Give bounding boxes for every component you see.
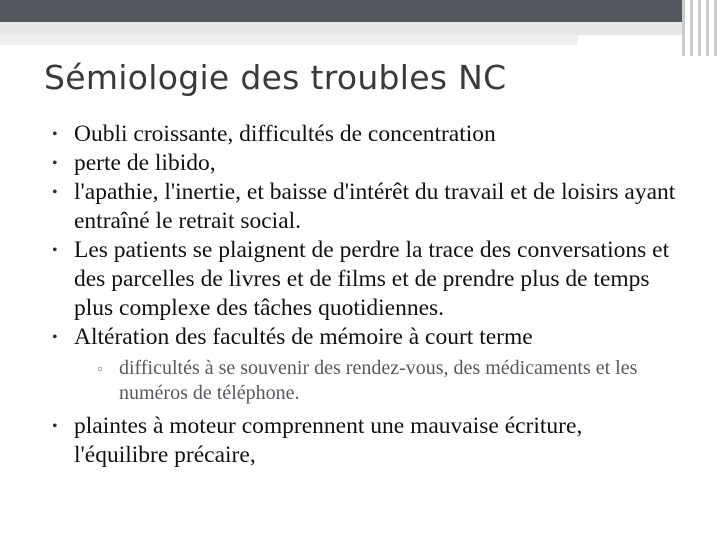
bullet-text: Altération des facultés de mémoire à court terme xyxy=(74,324,533,350)
bullet-text: Les patients se plaignent de perdre la trace des conversations et des parcelles de livres et de films et de prendre plus de temps plus complexe des tâches quotidiennes. xyxy=(74,237,670,321)
header-bar-underline xyxy=(0,35,578,45)
header-stripes xyxy=(682,0,720,56)
bullet-item xyxy=(52,412,682,470)
bullet-text: Oubli croissante, difficultés de concentration xyxy=(74,121,496,147)
bullet-icon: • xyxy=(52,242,58,259)
bullet-item xyxy=(52,323,682,406)
bullet-icon: • xyxy=(52,329,58,346)
bullet-list xyxy=(52,120,682,470)
bullet-icon: • xyxy=(52,184,58,201)
bullet-item xyxy=(52,120,682,149)
bullet-text: plaintes à moteur comprennent une mauvaise écriture, l'équilibre précaire, xyxy=(74,413,583,468)
bullet-item xyxy=(52,236,682,323)
sub-bullet-text: difficultés à se souvenir des rendez-vous, des médicaments et les numéros de téléphone. xyxy=(119,357,638,404)
bullet-icon: • xyxy=(52,155,58,172)
header-bar-light xyxy=(0,22,698,35)
bullet-item xyxy=(52,149,682,178)
bullet-item xyxy=(52,178,682,236)
sub-bullet-list xyxy=(74,356,682,406)
header-bar-dark xyxy=(0,0,698,22)
sub-bullet-item xyxy=(74,356,682,406)
bullet-text: perte de libido, xyxy=(74,150,216,176)
slide-title: Sémiologie des troubles NC xyxy=(44,58,507,97)
bullet-icon: • xyxy=(52,418,58,435)
bullet-icon: • xyxy=(52,126,58,143)
bullet-text: l'apathie, l'inertie, et baisse d'intérêt du travail et de loisirs ayant entraîné le retrait social. xyxy=(74,179,676,234)
square-bullet-icon: ▫ xyxy=(98,361,103,376)
